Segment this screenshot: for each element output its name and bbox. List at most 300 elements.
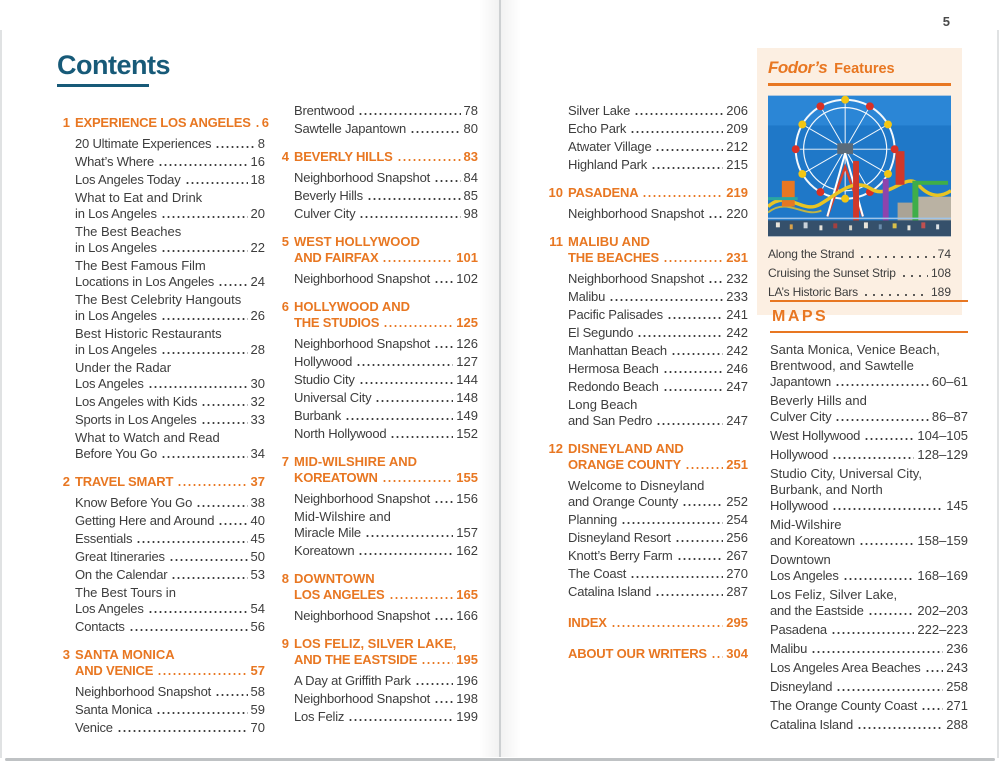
- toc-row-label: Downtown: [770, 552, 831, 567]
- toc-page-number: 145: [946, 498, 968, 513]
- chapter-number: 8: [281, 571, 289, 586]
- toc-row-label: Hollywood: [294, 354, 353, 369]
- toc-row-label: Burbank: [294, 408, 342, 423]
- dot-leader: [677, 548, 724, 564]
- toc-page-number: 70: [250, 720, 265, 735]
- toc-entry: [57, 495, 265, 511]
- toc-page-number: 198: [456, 691, 478, 706]
- toc-page-number: 157: [456, 525, 478, 540]
- toc-row-label: Essentials: [75, 531, 133, 546]
- toc-entry: [770, 622, 968, 638]
- toc-page-number: 50: [250, 549, 265, 564]
- toc-row-label: and Koreatown: [770, 533, 855, 548]
- dot-leader: [859, 533, 915, 549]
- contents-heading-text: Contents: [57, 50, 170, 80]
- toc-row-label: 20 Ultimate Experiences: [75, 136, 212, 151]
- toc-page-number: 236: [946, 641, 968, 656]
- page-number-folio: 5: [942, 14, 950, 29]
- toc-entry: [57, 619, 265, 635]
- toc-entry: [57, 136, 265, 152]
- toc-row: [770, 622, 968, 638]
- toc-row-label: The Best Celebrity Hangouts: [75, 292, 242, 307]
- dot-leader: [708, 206, 723, 222]
- chapter-number: 6: [281, 299, 289, 314]
- toc-chapter: [550, 185, 748, 201]
- toc-entry: [57, 154, 265, 170]
- toc-row: [75, 136, 265, 152]
- dot-leader: [634, 103, 723, 119]
- page-stack-bottom-edge: [5, 758, 995, 761]
- toc-page-number: 287: [726, 584, 748, 599]
- toc-page-number: 16: [250, 154, 265, 169]
- dot-leader: [868, 603, 915, 619]
- toc-row: [294, 587, 478, 603]
- toc-page-number: 125: [456, 315, 478, 330]
- toc-entry: [57, 292, 265, 324]
- chapter-number: 12: [548, 441, 563, 456]
- toc-entry: [57, 702, 265, 718]
- toc-row-label: Neighborhood Snapshot: [294, 491, 431, 506]
- toc-entry: [57, 360, 265, 392]
- toc-row-label: Neighborhood Snapshot: [294, 608, 431, 623]
- toc-row: [568, 457, 748, 473]
- toc-row-label: Neighborhood Snapshot: [568, 206, 705, 221]
- dot-leader: [358, 103, 460, 119]
- toc-page-number: 267: [726, 548, 748, 563]
- toc-row: [770, 641, 968, 657]
- toc-row-label: Getting Here and Around: [75, 513, 215, 528]
- toc-page-number: 18: [250, 172, 265, 187]
- dot-leader: [161, 240, 248, 256]
- toc-row: [568, 512, 748, 528]
- features-box-header: [768, 58, 951, 78]
- toc-row-label: West Hollywood: [770, 428, 861, 443]
- toc-row-label: INDEX: [568, 615, 607, 630]
- toc-row: [770, 660, 968, 676]
- toc-row: [75, 619, 265, 635]
- toc-row-label: AND THE EASTSIDE: [294, 652, 418, 667]
- toc-page-number: 54: [250, 601, 265, 616]
- toc-row: [294, 673, 478, 689]
- dot-leader: [410, 121, 461, 137]
- toc-row-label: Santa Monica, Venice Beach,: [770, 342, 940, 357]
- toc-row: [75, 720, 265, 736]
- toc-row: [770, 428, 968, 444]
- toc-row-label: and San Pedro: [568, 413, 653, 428]
- dot-leader: [675, 530, 723, 546]
- dot-leader: [862, 284, 928, 301]
- chapter-number: 3: [62, 647, 70, 662]
- toc-entry: [550, 289, 748, 305]
- toc-row: [294, 470, 478, 486]
- dot-leader: [218, 274, 248, 290]
- dot-leader: [663, 379, 724, 395]
- toc-entry: [57, 190, 265, 222]
- toc-row-label: DISNEYLAND AND: [568, 441, 684, 456]
- toc-row: [75, 446, 265, 462]
- toc-row-label: Redondo Beach: [568, 379, 659, 394]
- toc-row-label: Los Angeles with Kids: [75, 394, 198, 409]
- toc-page-number: 233: [726, 289, 748, 304]
- toc-page-number: 45: [250, 531, 265, 546]
- toc-row-label: Miracle Mile: [294, 525, 361, 540]
- page-left-edge: [0, 30, 2, 758]
- toc-row: [294, 652, 478, 668]
- toc-row-label: Los Angeles: [770, 568, 839, 583]
- toc-row-label: Los Feliz, Silver Lake,: [770, 587, 898, 602]
- dot-leader: [811, 641, 943, 657]
- dot-leader: [201, 394, 247, 410]
- dot-leader: [136, 531, 247, 547]
- toc-row-label: ABOUT OUR WRITERS: [568, 646, 707, 661]
- toc-page-number: 20: [250, 206, 265, 221]
- dot-leader: [925, 660, 944, 676]
- toc-chapter: [276, 454, 478, 486]
- toc-entry: [768, 284, 951, 301]
- toc-row: [568, 361, 748, 377]
- dot-leader: [831, 622, 914, 638]
- toc-entry: [550, 548, 748, 564]
- toc-row: [568, 139, 748, 155]
- dot-leader: [611, 615, 724, 631]
- toc-page-number: 149: [456, 408, 478, 423]
- toc-entry: [57, 412, 265, 428]
- toc-row: [770, 603, 968, 619]
- toc-page-number: 252: [726, 494, 748, 509]
- toc-row: [75, 412, 265, 428]
- toc-entry: [768, 265, 951, 282]
- toc-entry: [770, 698, 968, 714]
- toc-entry: [770, 342, 968, 390]
- toc-page-number: 199: [456, 709, 478, 724]
- toc-page-number: 101: [456, 250, 478, 265]
- dot-leader: [900, 265, 928, 282]
- dot-leader: [655, 139, 723, 155]
- toc-row: [770, 698, 968, 714]
- toc-entry: [550, 512, 748, 528]
- toc-row-label: Burbank, and North: [770, 482, 883, 497]
- toc-row-label: in Los Angeles: [75, 308, 157, 323]
- chapter-number: 10: [548, 185, 563, 200]
- toc-page-number: 32: [250, 394, 265, 409]
- toc-page-number: 74: [937, 247, 951, 261]
- toc-row: [568, 379, 748, 395]
- toc-page-number: 56: [250, 619, 265, 634]
- toc-row-label: Koreatown: [294, 543, 355, 558]
- toc-entry: [276, 691, 478, 707]
- dot-leader: [609, 289, 723, 305]
- toc-row-label: The Best Beaches: [75, 224, 182, 239]
- toc-entry: [550, 103, 748, 119]
- toc-row-label: A Day at Griffith Park: [294, 673, 411, 688]
- fold-shadow-right: [501, 0, 521, 757]
- toc-chapter: [276, 299, 478, 331]
- dot-leader: [642, 185, 723, 201]
- dot-leader: [671, 343, 723, 359]
- dot-leader: [421, 652, 453, 668]
- toc-row-label: Los Angeles Area Beaches: [770, 660, 921, 675]
- features-label: Features: [834, 61, 895, 77]
- dot-leader: [148, 376, 248, 392]
- toc-page-number: 251: [726, 457, 748, 472]
- toc-page-number: 196: [456, 673, 478, 688]
- fold-shadow-left: [479, 0, 499, 757]
- toc-page-number: 166: [456, 608, 478, 623]
- toc-row: [294, 271, 478, 287]
- toc-row: [75, 308, 265, 324]
- toc-entry: [770, 660, 968, 676]
- toc-row-label: Disneyland Resort: [568, 530, 671, 545]
- toc-page-number: 215: [726, 157, 748, 172]
- toc-entry: [768, 246, 951, 263]
- toc-page-number: 231: [726, 250, 748, 265]
- toc-entry: [276, 372, 478, 388]
- dot-leader: [383, 315, 453, 331]
- toc-entry: [276, 271, 478, 287]
- toc-page-number: 86–87: [931, 409, 968, 424]
- toc-row-label: Santa Monica: [75, 702, 153, 717]
- toc-row-label: Neighborhood Snapshot: [568, 271, 705, 286]
- toc-row-label: Los Angeles Today: [75, 172, 181, 187]
- dot-leader: [685, 457, 723, 473]
- dot-leader: [857, 717, 943, 733]
- toc-row-label: Hollywood: [770, 447, 829, 462]
- toc-page-number: 152: [456, 426, 478, 441]
- toc-entry: [550, 478, 748, 510]
- toc-entry: [276, 121, 478, 137]
- toc-row-label: Before You Go: [75, 446, 157, 461]
- toc-page-number: 8: [257, 136, 265, 151]
- dot-leader: [185, 172, 248, 188]
- toc-entry: [550, 397, 748, 429]
- dot-leader: [835, 409, 928, 425]
- toc-row-label: Know Before You Go: [75, 495, 193, 510]
- dot-leader: [864, 428, 914, 444]
- toc-column-1: [57, 103, 269, 738]
- dot-leader: [663, 250, 723, 266]
- dot-leader: [171, 567, 247, 583]
- dot-leader: [389, 587, 454, 603]
- dot-leader: [255, 115, 259, 131]
- toc-row-label: Pasadena: [770, 622, 827, 637]
- toc-row: [568, 584, 748, 600]
- toc-page-number: 128–129: [917, 447, 968, 462]
- toc-page-number: 155: [456, 470, 478, 485]
- chapter-number: 7: [281, 454, 289, 469]
- toc-row-label: and Orange County: [568, 494, 679, 509]
- toc-entry: [57, 326, 265, 358]
- maps-section: [770, 300, 968, 736]
- fodors-logo: Fodor’s: [768, 58, 828, 77]
- dot-leader: [630, 121, 723, 137]
- ferris-wheel-photo: [768, 95, 951, 237]
- dot-leader: [169, 549, 248, 565]
- dot-leader: [434, 691, 453, 707]
- toc-row-label: MALIBU AND: [568, 234, 650, 249]
- dot-leader: [215, 136, 254, 152]
- dot-leader: [651, 157, 723, 173]
- toc-row: [294, 608, 478, 624]
- toc-row: [294, 709, 478, 725]
- toc-chapter: [57, 115, 269, 131]
- toc-row: [294, 188, 478, 204]
- toc-page-number: 168–169: [917, 568, 968, 583]
- toc-row: [75, 172, 265, 188]
- toc-row-label: What’s Where: [75, 154, 154, 169]
- toc-page-number: 288: [946, 717, 968, 732]
- toc-row-label: Cruising the Sunset Strip: [768, 266, 896, 280]
- toc-row: [768, 265, 951, 282]
- toc-page-number: 127: [456, 354, 478, 369]
- toc-row: [75, 394, 265, 410]
- toc-page-number: 162: [456, 543, 478, 558]
- toc-row-label: Best Historic Restaurants: [75, 326, 222, 341]
- dot-leader: [215, 684, 248, 700]
- toc-row-label: Sports in Los Angeles: [75, 412, 197, 427]
- toc-entry: [276, 188, 478, 204]
- toc-page-number: 78: [463, 103, 478, 118]
- toc-row-label: Studio City, Universal City,: [770, 466, 922, 481]
- dot-leader: [161, 446, 248, 462]
- dot-leader: [196, 495, 247, 511]
- contents-heading: [57, 50, 170, 87]
- toc-row: [568, 103, 748, 119]
- dot-leader: [708, 271, 723, 287]
- toc-page-number: 102: [456, 271, 478, 286]
- maps-top-rule: [770, 300, 968, 302]
- toc-page-number: 165: [456, 587, 478, 602]
- dot-leader: [161, 342, 248, 358]
- dot-leader: [434, 336, 453, 352]
- toc-row-label: Silver Lake: [568, 103, 631, 118]
- toc-page-number: 53: [250, 567, 265, 582]
- toc-row-label: PASADENA: [568, 185, 639, 200]
- toc-row: [568, 325, 748, 341]
- toc-row: [770, 533, 968, 549]
- toc-row-label: Los Angeles: [75, 376, 144, 391]
- dot-leader: [836, 679, 943, 695]
- toc-page-number: 26: [250, 308, 265, 323]
- dot-leader: [621, 512, 723, 528]
- dot-leader: [835, 374, 929, 390]
- toc-chapter: [550, 646, 748, 662]
- toc-page-number: 57: [250, 663, 265, 678]
- toc-row: [568, 307, 748, 323]
- toc-entry: [57, 172, 265, 188]
- toc-row-label: Neighborhood Snapshot: [294, 691, 431, 706]
- toc-row-label: LOS ANGELES: [294, 587, 385, 602]
- toc-page-number: 258: [946, 679, 968, 694]
- toc-page-number: 222–223: [917, 622, 968, 637]
- toc-page-number: 209: [726, 121, 748, 136]
- dot-leader: [397, 149, 461, 165]
- toc-row-label: Studio City: [294, 372, 355, 387]
- toc-row: [75, 684, 265, 700]
- toc-page-number: 83: [463, 149, 478, 164]
- toc-entry: [770, 552, 968, 584]
- toc-page-number: 24: [250, 274, 265, 289]
- toc-row-label: Manhattan Beach: [568, 343, 667, 358]
- toc-page-number: 220: [726, 206, 748, 221]
- toc-page-number: 202–203: [917, 603, 968, 618]
- dot-leader: [630, 566, 723, 582]
- toc-entry: [550, 361, 748, 377]
- toc-page-number: 6: [261, 115, 269, 130]
- toc-row: [768, 246, 951, 263]
- toc-entry: [770, 517, 968, 549]
- toc-row-label: Neighborhood Snapshot: [294, 336, 431, 351]
- toc-row-label: Neighborhood Snapshot: [75, 684, 212, 699]
- toc-row: [770, 498, 968, 514]
- toc-row-label: The Coast: [568, 566, 627, 581]
- toc-row: [294, 170, 478, 186]
- dot-leader: [858, 246, 934, 263]
- toc-entry: [276, 336, 478, 352]
- toc-row-label: Pacific Palisades: [568, 307, 663, 322]
- toc-row-label: Hermosa Beach: [568, 361, 659, 376]
- toc-row-label: Brentwood: [294, 103, 355, 118]
- toc-entry: [57, 394, 265, 410]
- toc-page-number: 30: [250, 376, 265, 391]
- toc-page-number: 98: [463, 206, 478, 221]
- toc-entry: [770, 393, 968, 425]
- toc-row: [294, 354, 478, 370]
- dot-leader: [832, 498, 943, 514]
- toc-row: [568, 646, 748, 662]
- toc-row-label: MID-WILSHIRE AND: [294, 454, 418, 469]
- chapter-number: 4: [281, 149, 289, 164]
- toc-row: [568, 494, 748, 510]
- toc-row-label: North Hollywood: [294, 426, 387, 441]
- toc-page-number: 33: [250, 412, 265, 427]
- toc-row-label: Catalina Island: [770, 717, 853, 732]
- toc-row-label: Sawtelle Japantown: [294, 121, 407, 136]
- toc-page-number: 108: [930, 266, 951, 280]
- toc-entry: [770, 679, 968, 695]
- toc-row-label: Hollywood: [770, 498, 829, 513]
- chapter-number: 1: [62, 115, 70, 130]
- toc-entry: [550, 584, 748, 600]
- toc-page-number: 80: [463, 121, 478, 136]
- toc-entry: [550, 139, 748, 155]
- dot-leader: [161, 308, 248, 324]
- toc-page-number: 22: [250, 240, 265, 255]
- dot-leader: [434, 608, 453, 624]
- toc-row-label: AND FAIRFAX: [294, 250, 379, 265]
- toc-page-number: 37: [250, 474, 265, 489]
- toc-row-label: Under the Radar: [75, 360, 172, 375]
- toc-entry: [276, 608, 478, 624]
- toc-entry: [276, 543, 478, 559]
- toc-entry: [770, 717, 968, 733]
- toc-row-label: EXPERIENCE LOS ANGELES: [75, 115, 251, 130]
- toc-entry: [276, 206, 478, 222]
- toc-page-number: 246: [726, 361, 748, 376]
- dot-leader: [637, 325, 723, 341]
- dot-leader: [375, 390, 453, 406]
- dot-leader: [843, 568, 915, 584]
- toc-entry: [276, 509, 478, 541]
- toc-page-number: 304: [726, 646, 748, 661]
- toc-row: [75, 474, 265, 490]
- toc-entry: [57, 549, 265, 565]
- toc-entry: [550, 530, 748, 546]
- toc-page-number: 104–105: [917, 428, 968, 443]
- toc-row-label: Great Itineraries: [75, 549, 165, 564]
- toc-row-label: Along the Strand: [768, 247, 855, 261]
- toc-row-label: Contacts: [75, 619, 125, 634]
- toc-page-number: 60–61: [931, 374, 968, 389]
